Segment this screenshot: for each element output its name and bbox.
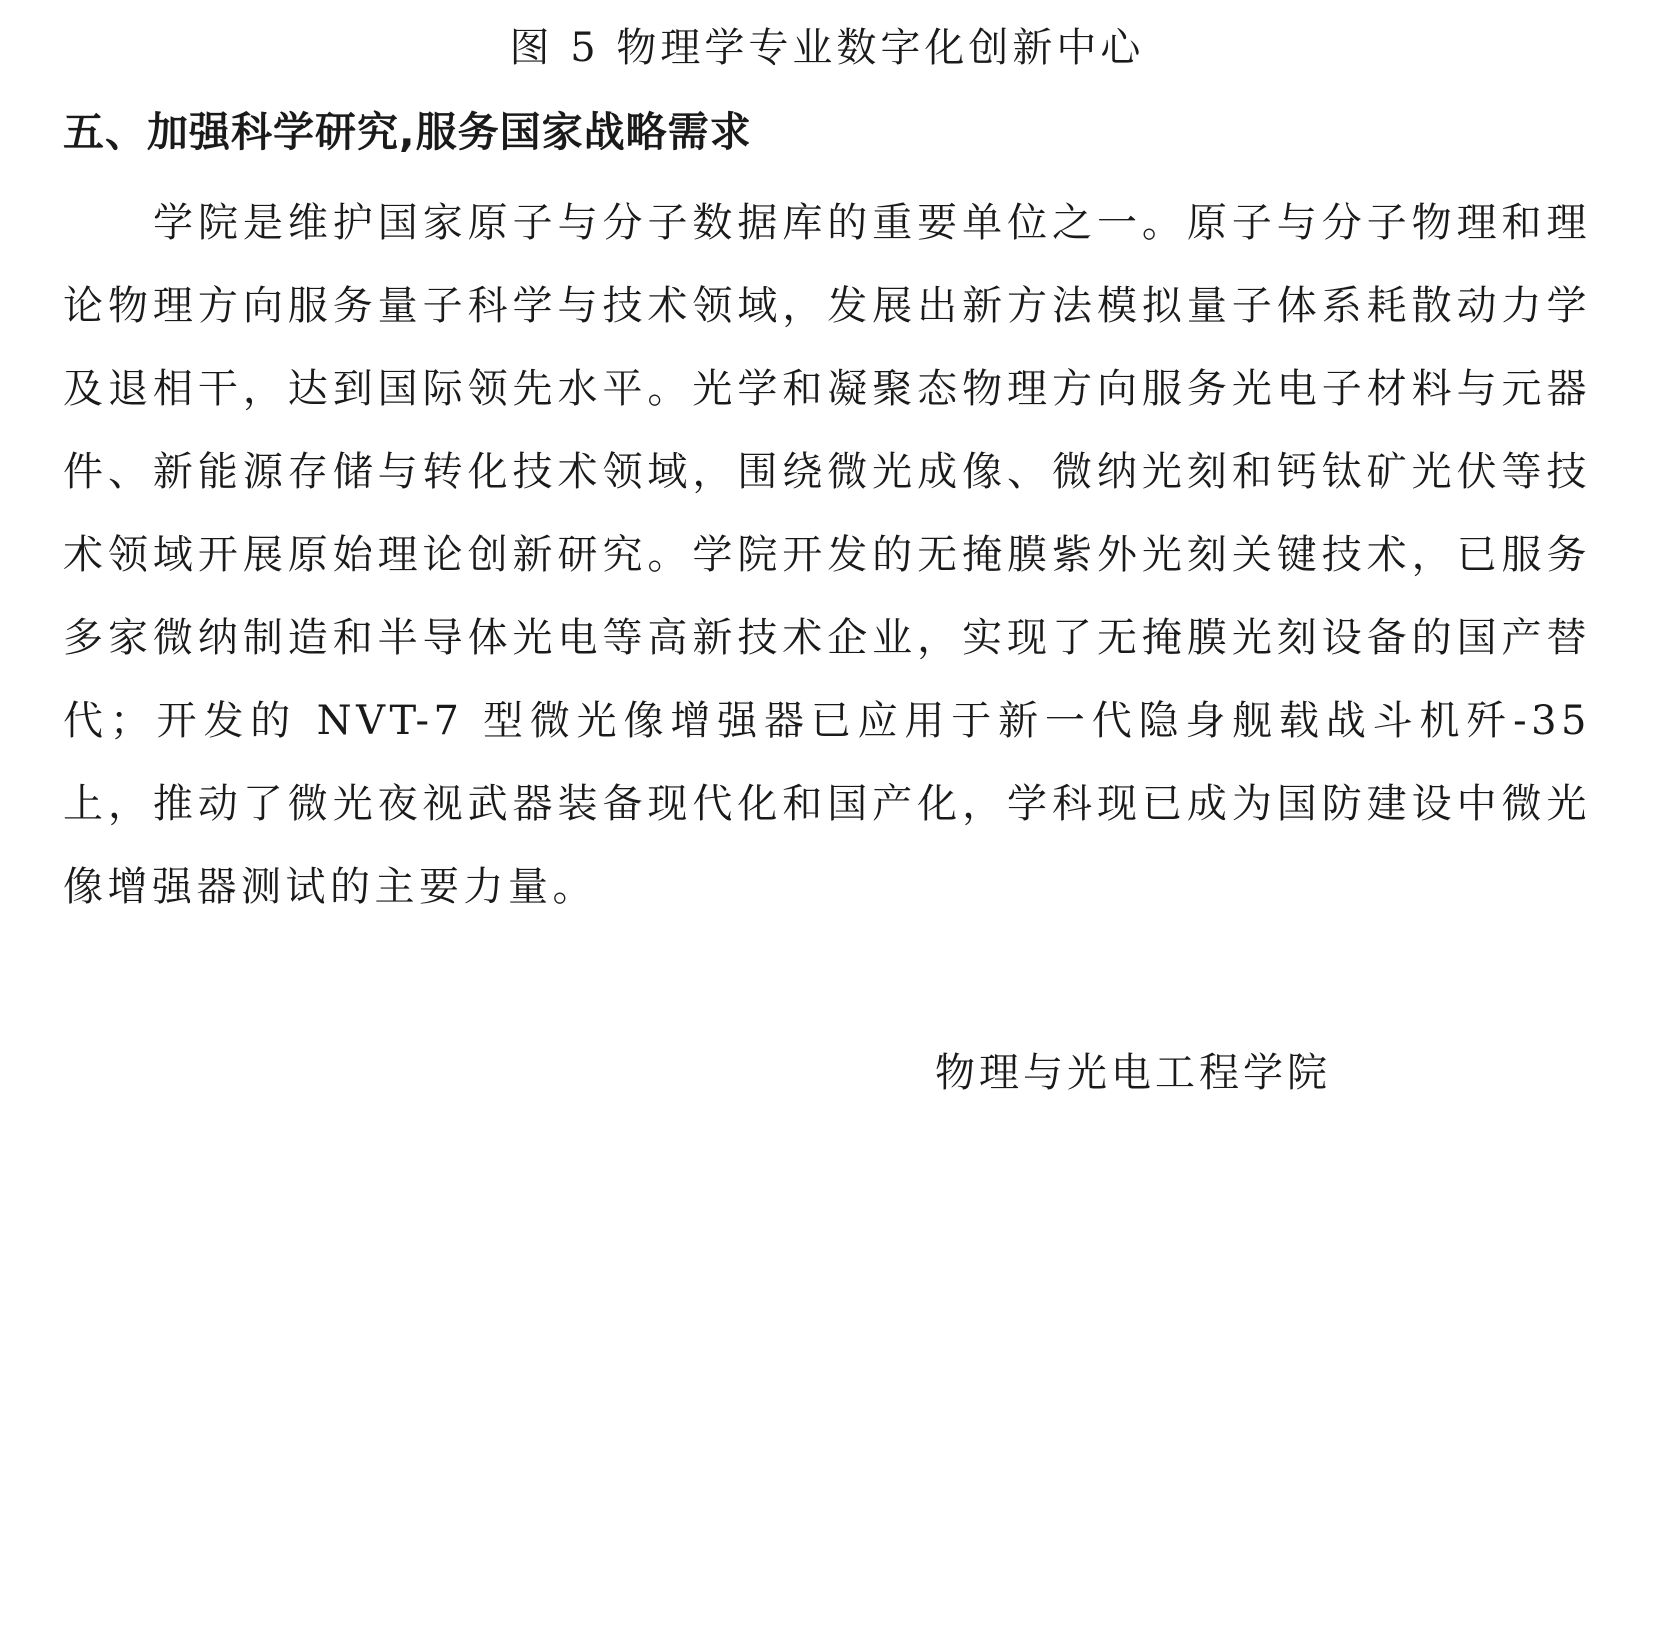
figure-caption: 图 5 物理学专业数字化创新中心 (509, 25, 1145, 71)
body-paragraph: 学院是维护国家原子与分子数据库的重要单位之一。原子与分子物理和理论物理方向服务量子科学与技术领域，发展出新方法模拟量子体系耗散动力学及退相干，达到国际领先水平。光学和凝聚态物理方向服务光电子材料与元器件、新能源存储与转化技术领域，围绕微光成像、微纳光刻和钙钛矿光伏等技术领域开展原始理论创新研究。学院开发的无掩膜紫外光刻关键技术，已服务多家微纳制造和半导体光电等高新技术企业，实现了无掩膜光刻设备的国产替代；开发的 NVT-7 型微光像增强器已应用于新一代隐身舰载战斗机歼-35 上，推动了微光夜视武器装备现代化和国产化，学科现已成为国防建设中微光像增强器测试的主要力量。 (63, 200, 1591, 910)
section-heading: 五、加强科学研究,服务国家战略需求 (63, 108, 752, 156)
signature: 物理与光电工程学院 (935, 1050, 1331, 1096)
